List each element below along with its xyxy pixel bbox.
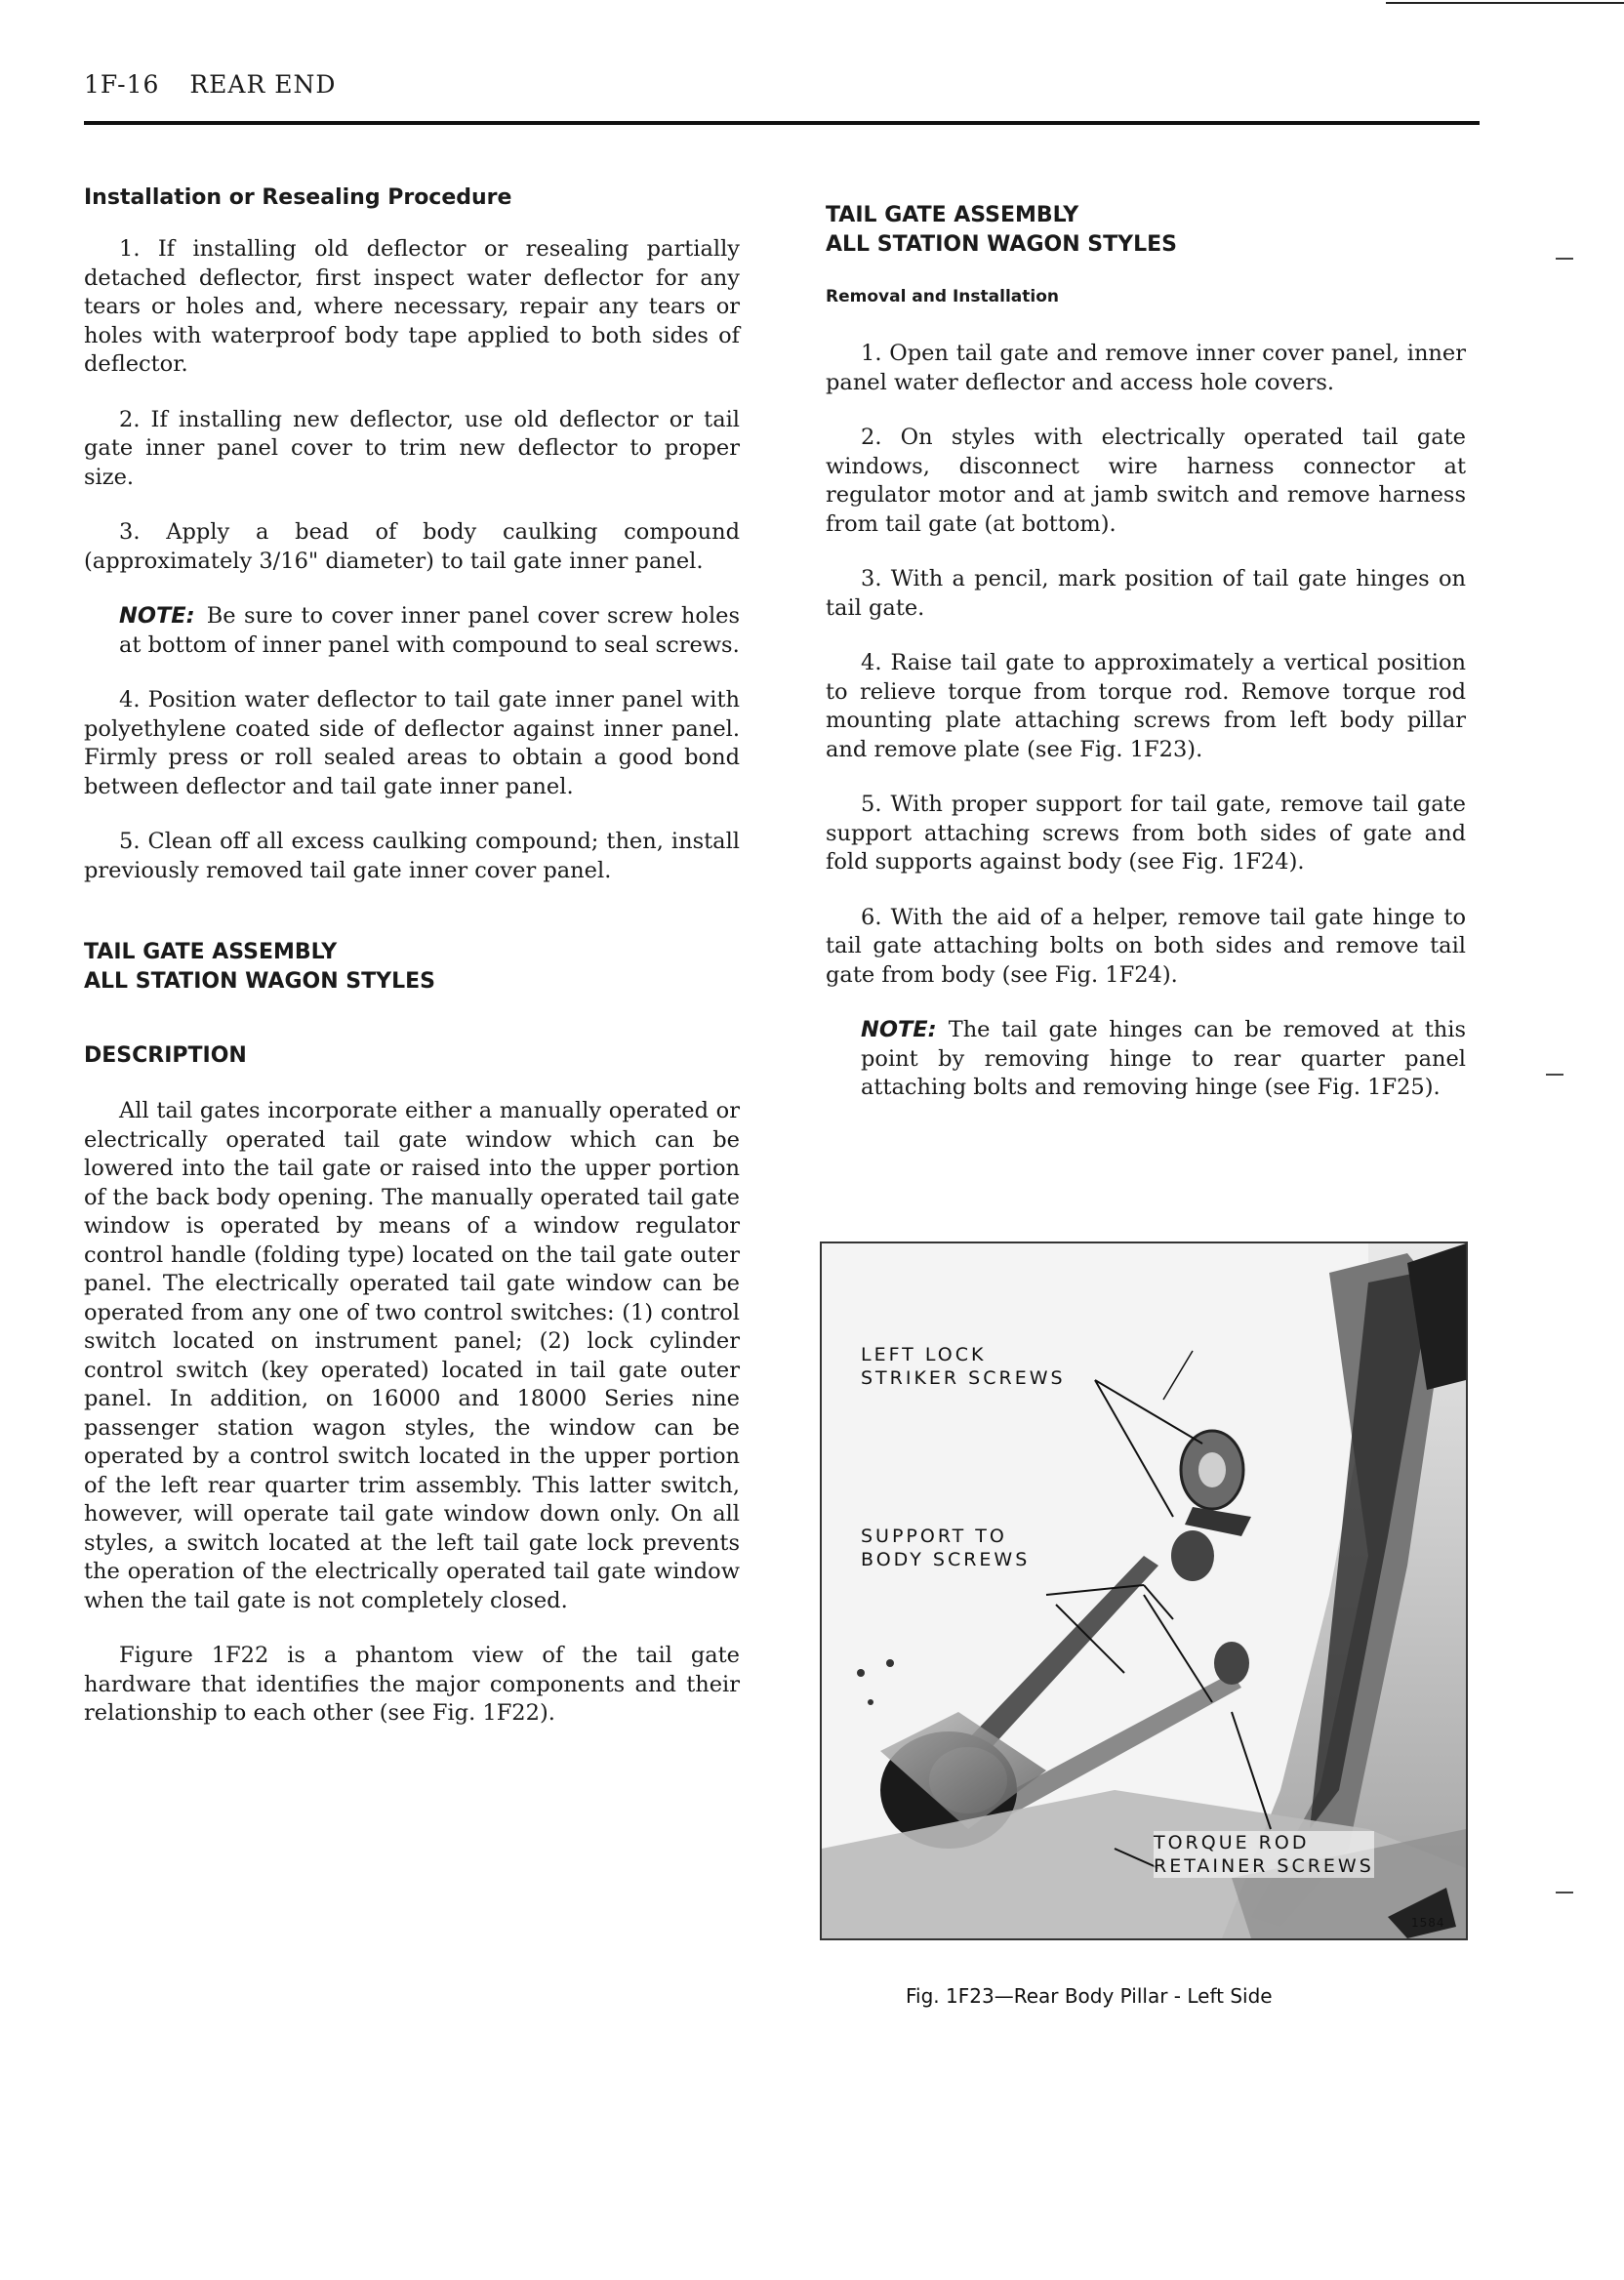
- label-line: TORQUE ROD: [1154, 1832, 1310, 1853]
- section-tail-gate-left: [84, 938, 740, 997]
- step-1: 1. If installing old deflector or resealing partially detached deflector, first inspect water deflector for any tears or holes and, where necessary, repair any tears or holes with waterproof body tape applied to both sides of deflector.: [84, 236, 740, 377]
- margin-tick: [1556, 1892, 1573, 1893]
- page-header: [84, 70, 336, 99]
- step-3: 3. Apply a bead of body caulking compound (approximately 3/16" diameter) to tail gate inner panel.: [84, 519, 740, 574]
- removal-step-5: 5. With proper support for tail gate, remove tail gate support attaching screws from both sides of gate and fold supports against body (see Fig. 1F24).: [826, 792, 1466, 875]
- label-line: RETAINER SCREWS: [1154, 1855, 1374, 1877]
- section-title-line-1: TAIL GATE ASSEMBLY: [84, 940, 338, 964]
- page-number: 1F-16: [84, 70, 160, 99]
- label-left-lock-striker-screws: [861, 1343, 1066, 1390]
- figure-caption: Fig. 1F23—Rear Body Pillar - Left Side: [906, 1984, 1273, 2008]
- figure-1f23: [820, 1242, 1468, 1940]
- description-paragraph-1: All tail gates incorporate either a manually operated or electrically operated tail gate window which can be lowered into the tail gate or raised into the upper portion of the back body opening. The manually operated tail gate window is operated by means of a window regulator control handle (folding type) located on the tail gate outer panel. The electrically operated tail gate window can be operated from any one of two control switches: (1) control switch located on instrument panel; (2) lock cylinder control switch (key operated) located in tail gate outer panel. In addition, on 16000 and 18000 Series nine passenger station wagon styles, the window can be operated by a control switch located in the upper portion of the left rear quarter trim assembly. This latter switch, however, will operate tail gate window down only. On all styles, a switch located at the left tail gate lock prevents the operation of the electrically operated tail gate window when the tail gate is not completely closed.: [84, 1098, 740, 1613]
- label-line: STRIKER SCREWS: [861, 1367, 1066, 1389]
- right-column: [826, 201, 1466, 1129]
- description-paragraph-2: Figure 1F22 is a phantom view of the tail gate hardware that identifies the major components and their relationship to each other (see Fig. 1F22).: [84, 1643, 740, 1726]
- removal-step-4: 4. Raise tail gate to approximately a vertical position to relieve torque from torque rod. Remove torque rod mounting plate attaching screws from left body pillar and remove plate (see Fig. 1F23).: [826, 650, 1466, 762]
- removal-step-2: 2. On styles with electrically operated tail gate windows, disconnect wire harness connector at regulator motor and at jamb switch and remove harness from tail gate (at bottom).: [826, 425, 1466, 537]
- step-2: 2. If installing new deflector, use old deflector or tail gate inner panel cover to trim new deflector to proper size.: [84, 406, 740, 490]
- removal-heading: Removal and Installation: [826, 287, 1059, 306]
- note-label: NOTE:: [119, 603, 195, 629]
- note-hinges: [861, 1016, 1466, 1103]
- label-line: SUPPORT TO: [861, 1526, 1007, 1547]
- note-label: NOTE:: [861, 1017, 937, 1042]
- margin-tick: [1556, 258, 1573, 260]
- section-name: REAR END: [189, 70, 337, 99]
- section-title-line-2: ALL STATION WAGON STYLES: [826, 232, 1177, 257]
- installation-heading: Installation or Resealing Procedure: [84, 185, 512, 210]
- top-edge-line: [1386, 2, 1624, 4]
- left-column: [84, 185, 740, 1755]
- description-heading: DESCRIPTION: [84, 1043, 247, 1068]
- step-4: 4. Position water deflector to tail gate inner panel with polyethylene coated side of deflector against inner panel. Firmly press or roll sealed areas to obtain a good bond between deflector and tail gate inner panel.: [84, 687, 740, 799]
- removal-step-1: 1. Open tail gate and remove inner cover panel, inner panel water deflector and access hole covers.: [826, 341, 1466, 395]
- section-title-line-1: TAIL GATE ASSEMBLY: [826, 203, 1079, 227]
- removal-step-6: 6. With the aid of a helper, remove tail gate hinge to tail gate attaching bolts on both sides and remove tail gate from body (see Fig. 1F24).: [826, 904, 1466, 988]
- section-title-line-2: ALL STATION WAGON STYLES: [84, 969, 435, 994]
- note-text: The tail gate hinges can be removed at this point by removing hinge to rear quarter panel attaching bolts and removing hinge (see Fig. 1F25).: [861, 1017, 1466, 1100]
- figure-number-label: 1584: [1411, 1916, 1445, 1930]
- label-support-to-body-screws: [861, 1525, 1030, 1571]
- note-text: Be sure to cover inner panel cover screw holes at bottom of inner panel with compound to seal screws.: [119, 603, 740, 658]
- margin-tick: [1546, 1074, 1563, 1076]
- header-rule: [84, 121, 1480, 125]
- removal-step-3: 3. With a pencil, mark position of tail gate hinges on tail gate.: [826, 566, 1466, 621]
- step-5: 5. Clean off all excess caulking compound; then, install previously removed tail gate inner cover panel.: [84, 829, 740, 883]
- label-torque-rod-retainer-screws: [1154, 1831, 1374, 1878]
- label-line: LEFT LOCK: [861, 1344, 987, 1365]
- note-caulking: [119, 602, 740, 660]
- label-line: BODY SCREWS: [861, 1549, 1031, 1570]
